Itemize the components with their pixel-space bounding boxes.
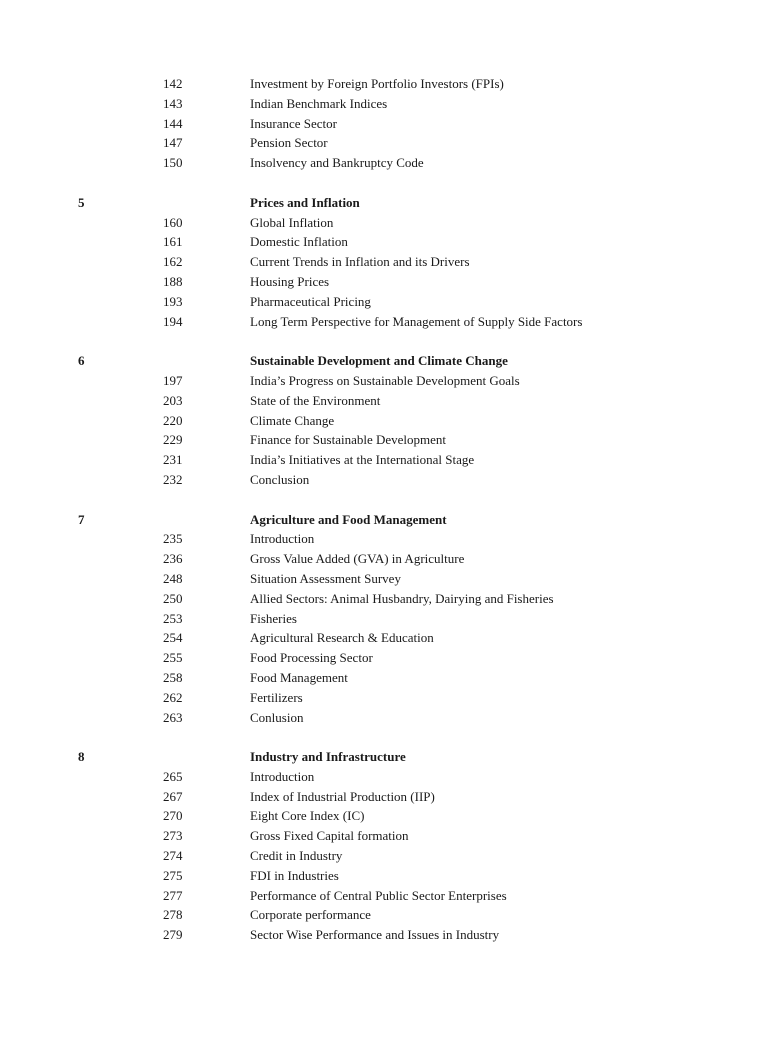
entry-title: Insurance Sector [250, 115, 337, 131]
toc-entry [0, 866, 767, 886]
entry-title: State of the Environment [250, 392, 381, 408]
page-number: 231 [163, 452, 183, 468]
toc-entry [0, 925, 767, 945]
entry-title: Gross Value Added (GVA) in Agriculture [250, 551, 465, 567]
entry-title: Credit in Industry [250, 848, 343, 864]
toc-entry [0, 232, 767, 252]
page-number: 253 [163, 610, 183, 626]
chapter-heading [0, 510, 767, 530]
entry-title: Insolvency and Bankruptcy Code [250, 155, 424, 171]
entry-title: Sector Wise Performance and Issues in Industry [250, 927, 500, 943]
chapter-number: 5 [78, 194, 85, 210]
page-number: 193 [163, 293, 183, 309]
toc-entry [0, 767, 767, 787]
toc-entry [0, 688, 767, 708]
page-number: 273 [163, 828, 183, 844]
page-number: 250 [163, 590, 183, 606]
entry-title: India’s Initiatives at the International Stage [250, 452, 475, 468]
entry-title: Pension Sector [250, 135, 328, 151]
toc-entry [0, 391, 767, 411]
toc-entry [0, 708, 767, 728]
toc-entry [0, 905, 767, 925]
page-number: 265 [163, 768, 183, 784]
toc-entry [0, 74, 767, 94]
toc-entry [0, 450, 767, 470]
entry-title: Current Trends in Inflation and its Drivers [250, 254, 470, 270]
chapter-heading [0, 747, 767, 767]
page-number: 254 [163, 630, 183, 646]
toc-entry [0, 806, 767, 826]
toc-entry [0, 668, 767, 688]
page-number: 267 [163, 788, 183, 804]
page-number: 220 [163, 412, 183, 428]
chapter-title: Industry and Infrastructure [250, 749, 406, 765]
toc-entry [0, 529, 767, 549]
page-number: 150 [163, 155, 183, 171]
chapter-title: Prices and Inflation [250, 194, 360, 210]
entry-title: Eight Core Index (IC) [250, 808, 365, 824]
page-number: 188 [163, 273, 183, 289]
page-number: 274 [163, 848, 183, 864]
entry-title: Agricultural Research & Education [250, 630, 434, 646]
toc-chapter-section [0, 74, 767, 173]
entry-title: Performance of Central Public Sector Enterprises [250, 887, 507, 903]
toc-entry [0, 470, 767, 490]
toc-chapter-section [0, 193, 767, 332]
entry-title: Domestic Inflation [250, 234, 348, 250]
chapter-heading [0, 193, 767, 213]
entry-title: Pharmaceutical Pricing [250, 293, 371, 309]
page-number: 160 [163, 214, 183, 230]
toc-entry [0, 430, 767, 450]
page-number: 232 [163, 471, 183, 487]
toc-entry [0, 846, 767, 866]
toc-entry [0, 787, 767, 807]
entry-title: Long Term Perspective for Management of Supply Side Factors [250, 313, 583, 329]
toc-entry [0, 628, 767, 648]
page-number: 194 [163, 313, 183, 329]
page-number: 147 [163, 135, 183, 151]
toc-entry [0, 94, 767, 114]
toc-entry [0, 114, 767, 134]
page-number: 255 [163, 650, 183, 666]
toc-entry [0, 272, 767, 292]
page-number: 263 [163, 709, 183, 725]
entry-title: Climate Change [250, 412, 335, 428]
page-number: 279 [163, 927, 183, 943]
chapter-title: Sustainable Development and Climate Change [250, 353, 508, 369]
page-number: 248 [163, 570, 183, 586]
page-number: 162 [163, 254, 183, 270]
toc-chapter-section [0, 351, 767, 490]
entry-title: Food Processing Sector [250, 650, 373, 666]
page-number: 236 [163, 551, 183, 567]
toc-entry [0, 886, 767, 906]
toc-entry [0, 371, 767, 391]
entry-title: Fertilizers [250, 689, 303, 705]
page-number: 144 [163, 115, 183, 131]
entry-title: Introduction [250, 531, 315, 547]
page-number: 258 [163, 669, 183, 685]
entry-title: Index of Industrial Production (IIP) [250, 788, 435, 804]
page-number: 235 [163, 531, 183, 547]
toc-entry [0, 292, 767, 312]
toc-chapter-section [0, 510, 767, 728]
entry-title: Indian Benchmark Indices [250, 95, 388, 111]
toc-entry [0, 609, 767, 629]
page-number: 278 [163, 907, 183, 923]
page-number: 277 [163, 887, 183, 903]
entry-title: Gross Fixed Capital formation [250, 828, 409, 844]
page-number: 270 [163, 808, 183, 824]
entry-title: Global Inflation [250, 214, 334, 230]
toc-entry [0, 312, 767, 332]
toc-entry [0, 411, 767, 431]
page-number: 142 [163, 76, 183, 91]
entry-title: FDI in Industries [250, 867, 339, 883]
entry-title: Allied Sectors: Animal Husbandry, Dairying and Fisheries [250, 590, 554, 606]
chapter-title: Agriculture and Food Management [250, 511, 447, 527]
page-number: 262 [163, 689, 183, 705]
table-of-contents [0, 74, 767, 965]
chapter-number: 7 [78, 511, 85, 527]
page-number: 161 [163, 234, 183, 250]
entry-title: India’s Progress on Sustainable Development Goals [250, 372, 520, 388]
page-number: 203 [163, 392, 183, 408]
toc-entry [0, 213, 767, 233]
chapter-number: 8 [78, 749, 85, 765]
chapter-heading [0, 351, 767, 371]
entry-title: Corporate performance [250, 907, 371, 923]
entry-title: Situation Assessment Survey [250, 570, 401, 586]
entry-title: Finance for Sustainable Development [250, 432, 447, 448]
toc-entry [0, 549, 767, 569]
toc-entry [0, 826, 767, 846]
entry-title: Food Management [250, 669, 348, 685]
entry-title: Conclusion [250, 471, 310, 487]
page-number: 197 [163, 372, 183, 388]
page-number: 229 [163, 432, 183, 448]
toc-entry [0, 153, 767, 173]
toc-entry [0, 133, 767, 153]
entry-title: Conlusion [250, 709, 304, 725]
toc-entry [0, 648, 767, 668]
entry-title: Investment by Foreign Portfolio Investors (FPIs) [250, 76, 504, 91]
entry-title: Fisheries [250, 610, 297, 626]
page-number: 143 [163, 95, 183, 111]
page-number: 275 [163, 867, 183, 883]
entry-title: Introduction [250, 768, 315, 784]
toc-entry [0, 569, 767, 589]
chapter-number: 6 [78, 353, 85, 369]
toc-entry [0, 252, 767, 272]
toc-entry [0, 589, 767, 609]
entry-title: Housing Prices [250, 273, 330, 289]
toc-chapter-section [0, 747, 767, 945]
